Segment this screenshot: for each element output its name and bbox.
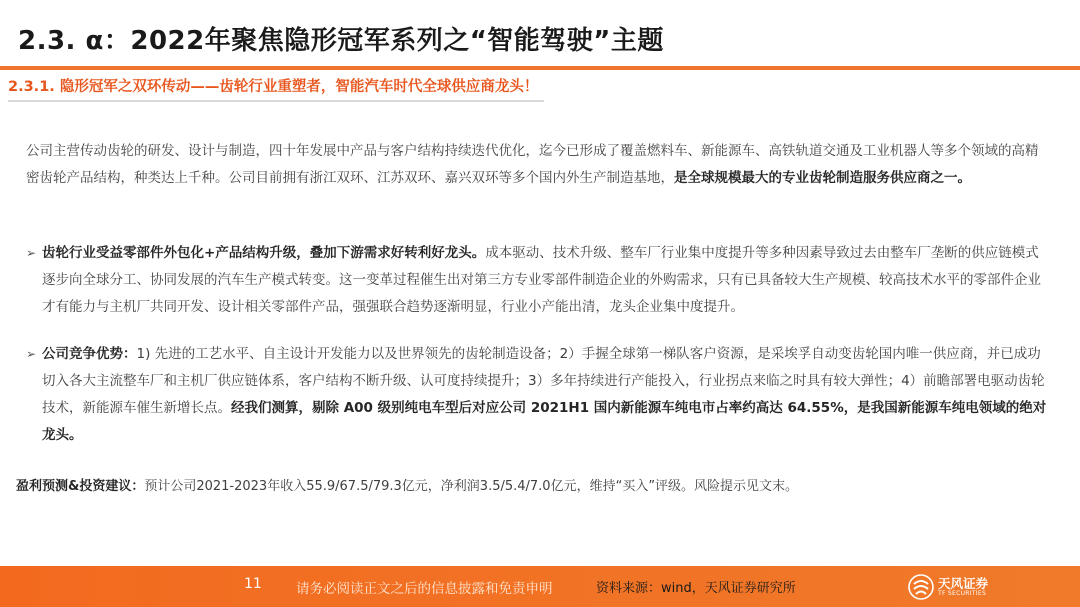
title-divider bbox=[0, 66, 1080, 70]
bullet-text: 1) 先进的工艺水平、自主设计开发能力以及世界领先的齿轮制造设备；2）手握全球第一梯队客户资源，是采埃孚自动变齿轮国内唯一供应商，并已成功切入各大主流整车厂和主机厂供应链体系，客户结构不断升级、认可度持续提升；3）多年持续进行产能投入，行业拐点来临之时具有较大弹性；4）前瞻部署电驱动齿轮技术，新能源车催生新增长点。 bbox=[42, 346, 1045, 416]
disclaimer-text: 请务必阅读正文之后的信息披露和免责申明 bbox=[296, 581, 553, 597]
intro-highlight: 是全球规模最大的专业齿轮制造服务供应商之一。 bbox=[674, 170, 971, 186]
tf-securities-logo bbox=[908, 570, 1028, 603]
forecast-label: 盈利预测&投资建议： bbox=[16, 479, 145, 494]
logo-subtext: TF SECURITIES bbox=[938, 590, 987, 597]
source-text: 资料来源：wind，天风证券研究所 bbox=[596, 581, 796, 596]
bullet-advantages bbox=[26, 341, 1050, 449]
bullet-text: 成本驱动、技术升级、整车厂行业集中度提升等多种因素导致过去由整车厂垄断的供应链模式逐步向全球分工、协同发展的汽车生产模式转变。这一变革过程催生出对第三方专业零部件制造企业的外购需求，只有已具备较大生产规模、较高技术水平的零部件企业才有能力与主机厂共同开发、设计相关零部件产品，强强联合趋势逐渐明显，行业小产能出清，龙头企业集中度提升。 bbox=[42, 245, 1041, 315]
page-number: 11 bbox=[244, 576, 262, 592]
page-title: 2.3. α：2022年聚焦隐形冠军系列之“智能驾驶”主题 bbox=[18, 26, 664, 56]
bullet-arrow-icon: ➢ bbox=[26, 347, 37, 361]
bullet-arrow-icon: ➢ bbox=[26, 246, 37, 260]
bullet-lead: 齿轮行业受益零部件外包化+产品结构升级，叠加下游需求好转利好龙头。 bbox=[42, 245, 486, 261]
bullet-conclusion: 经我们测算，剔除 A00 级别纯电车型后对应公司 2021H1 国内新能源车纯电市占率约高达 64.55%，是我国新能源车纯电领域的绝对龙头。 bbox=[42, 400, 1047, 443]
forecast-line bbox=[16, 476, 1056, 498]
intro-text: 公司主营传动齿轮的研发、设计与制造，四十年发展中产品与客户结构持续迭代优化，迄今已形成了覆盖燃料车、新能源车、高铁轨道交通及工业机器人等多个领域的高精密齿轮产品结构，种类达上千种。公司目前拥有浙江双环、江苏双环、嘉兴双环等多个国内外生产制造基地， bbox=[26, 143, 1039, 186]
logo-text: 天风证券 bbox=[938, 576, 989, 591]
footer-bar bbox=[0, 566, 1080, 607]
intro-paragraph bbox=[26, 138, 1050, 192]
section-subtitle: 2.3.1. 隐形冠军之双环传动——齿轮行业重塑者，智能汽车时代全球供应商龙头！ bbox=[8, 76, 544, 102]
bullet-lead: 公司竞争优势： bbox=[42, 346, 137, 362]
bullet-content bbox=[42, 240, 1050, 321]
bullet-industry bbox=[26, 240, 1050, 321]
bullet-content bbox=[42, 341, 1050, 449]
tf-securities-logo-icon bbox=[908, 574, 934, 600]
forecast-text: 预计公司2021-2023年收入55.9/67.5/79.3亿元，净利润3.5/5.4/7.0亿元，维持“买入”评级。风险提示见文末。 bbox=[144, 479, 799, 494]
